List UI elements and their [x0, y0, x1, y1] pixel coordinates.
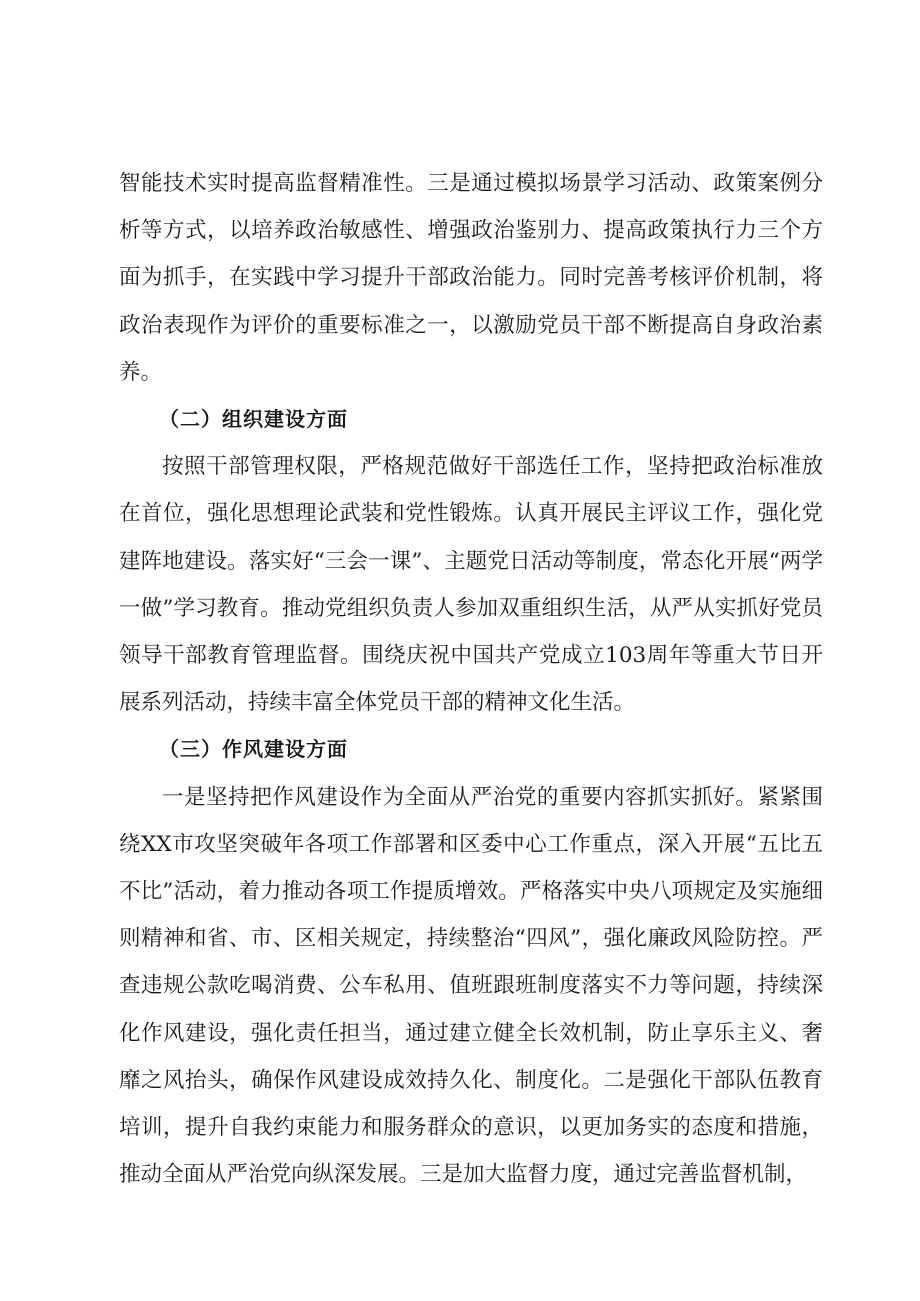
document-body: [119, 160, 823, 1198]
paragraph-organization: 按照干部管理权限，严格规范做好干部选任工作，坚持把政治标准放在首位，强化思想理论武装和党性锻炼。认真开展民主评议工作，强化党建阵地建设。落实好“三会一课”、主题党日活动等制度，常态化开展“两学一做”学习教育。推动党组织负责人参加双重组织生活，从严从实抓好党员领导干部教育管理监督。围绕庆祝中国共产党成立103周年等重大节日开展系列活动，持续丰富全体党员干部的精神文化生活。: [119, 454, 823, 716]
section-heading-organization: （二）组织建设方面: [159, 407, 348, 432]
section-heading-work-style: （三）作风建设方面: [159, 737, 348, 762]
paragraph-political-continuation: 智能技术实时提高监督精准性。三是通过模拟场景学习活动、政策案例分析等方式，以培养政治敏感性、增强政治鉴别力、提高政策执行力三个方面为抓手，在实践中学习提升干部政治能力。同时完善考核评价机制，将政治表现作为评价的重要标准之一，以激励党员干部不断提高自身政治素养。: [119, 171, 823, 385]
paragraph-work-style: 一是坚持把作风建设作为全面从严治党的重要内容抓实抓好。紧紧围绕XX市攻坚突破年各项工作部署和区委中心工作重点，深入开展“五比五不比”活动，着力推动各项工作提质增效。严格落实中央八项规定及实施细则精神和省、市、区相关规定，持续整治“四风”，强化廉政风险防控。严查违规公款吃喝消费、公车私用、值班跟班制度落实不力等问题，持续深化作风建设，强化责任担当，通过建立健全长效机制，防止享乐主义、奢靡之风抬头，确保作风建设成效持久化、制度化。二是强化干部队伍教育培训，提升自我约束能力和服务群众的意识，以更加务实的态度和措施，推动全面从严治党向纵深发展。三是加大监督力度，通过完善监督机制，: [119, 784, 823, 1188]
